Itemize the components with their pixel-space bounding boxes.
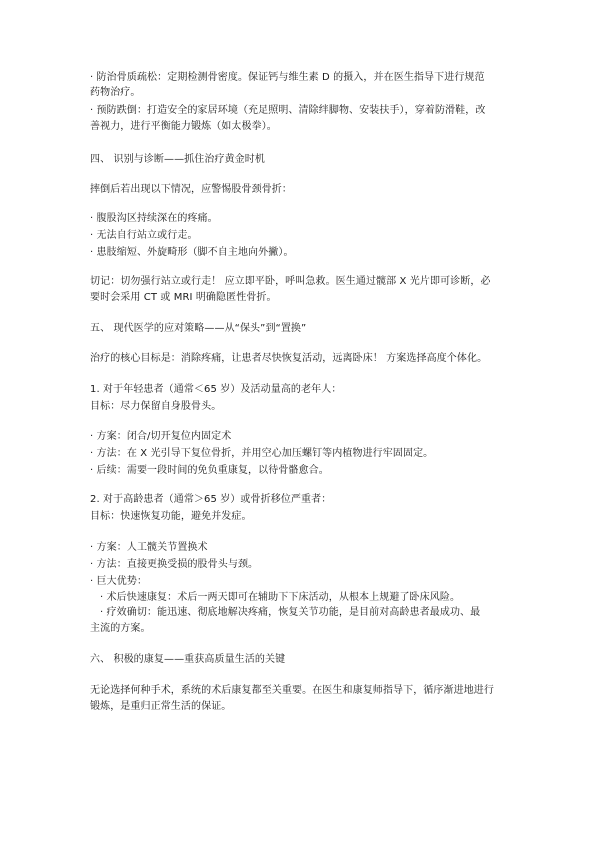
- bullet-plan-replacement: · 方案：人工髋关节置换术: [90, 542, 208, 553]
- goal-elderly-patients: 目标：快速恢复功能，避免并发症。: [90, 511, 252, 522]
- bullet-groin-pain: · 腹股沟区持续深在的疼痛。: [90, 213, 218, 224]
- sub-bullet-definite-effect: · 疗效确切：能迅速、彻底地解决疼痛，恢复关节功能，是目前对高龄患者最成功、最: [100, 607, 481, 618]
- paragraph-treatment-goal: 治疗的核心目标是：消除疼痛，让患者尽快恢复活动，远离卧床！ 方案选择高度个体化。: [90, 353, 488, 364]
- sub-bullet-fast-recovery: · 术后快速康复：术后一两天即可在辅助下下床活动，从根本上规避了卧床风险。: [100, 592, 461, 603]
- paragraph-rehab-cont: 锻炼，是重归正常生活的保证。: [90, 701, 232, 712]
- bullet-fall-prevention-cont: 善视力，进行平衡能力锻炼（如太极拳）。: [90, 121, 277, 132]
- paragraph-rehab: 无论选择何种手术，系统的术后康复都至关重要。在医生和康复师指导下，循序渐进地进行: [90, 685, 494, 696]
- paragraph-caution-cont: 要时会采用 CT 或 MRI 明确隐匿性骨折。: [90, 292, 277, 303]
- bullet-osteoporosis-cont: 药物治疗。: [90, 87, 141, 98]
- bullet-advantages: · 巨大优势：: [90, 576, 148, 587]
- bullet-plan-fixation: · 方案：闭合/切开复位内固定术: [90, 431, 232, 442]
- bullet-method-replacement: · 方法：直接更换受损的股骨头与颈。: [90, 559, 259, 570]
- goal-young-patients: 目标：尽力保留自身股骨头。: [90, 401, 222, 412]
- sub-bullet-definite-effect-cont: 主流的方案。: [90, 623, 151, 634]
- bullet-osteoporosis: · 防治骨质疏松：定期检测骨密度。保证钙与维生素 D 的摄入，并在医生指导下进行规范: [90, 72, 485, 83]
- section-heading-5: 五、 现代医学的应对策略——从“保头”到“置换”: [90, 323, 307, 334]
- bullet-cannot-stand: · 无法自行站立或行走。: [90, 230, 198, 241]
- bullet-followup-fixation: · 后续：需要一段时间的免负重康复，以待骨骼愈合。: [90, 465, 329, 476]
- subheading-elderly-patients: 2. 对于高龄患者（通常＞65 岁）或骨折移位严重者：: [90, 494, 332, 505]
- bullet-fall-prevention: · 预防跌倒：打造安全的家居环境（充足照明、清除绊脚物、安装扶手），穿着防滑鞋，改: [90, 105, 486, 116]
- bullet-limb-deformity: · 患肢缩短、外旋畸形（脚不自主地向外撇）。: [90, 247, 294, 258]
- subheading-young-patients: 1. 对于年轻患者（通常＜65 岁）及活动量高的老年人：: [90, 384, 342, 395]
- paragraph-warning-intro: 摔倒后若出现以下情况，应警惕股骨颈骨折：: [90, 184, 292, 195]
- section-heading-6: 六、 积极的康复——重获高质量生活的关键: [90, 654, 286, 665]
- section-heading-4: 四、 识别与诊断——抓住治疗黄金时机: [90, 154, 265, 165]
- paragraph-caution: 切记：切勿强行站立或行走！ 应立即平卧，呼叫急救。医生通过髋部 X 光片即可诊断，必: [90, 276, 491, 287]
- bullet-method-fixation: · 方法：在 X 光引导下复位骨折，并用空心加压螺钉等内植物进行牢固固定。: [90, 448, 434, 459]
